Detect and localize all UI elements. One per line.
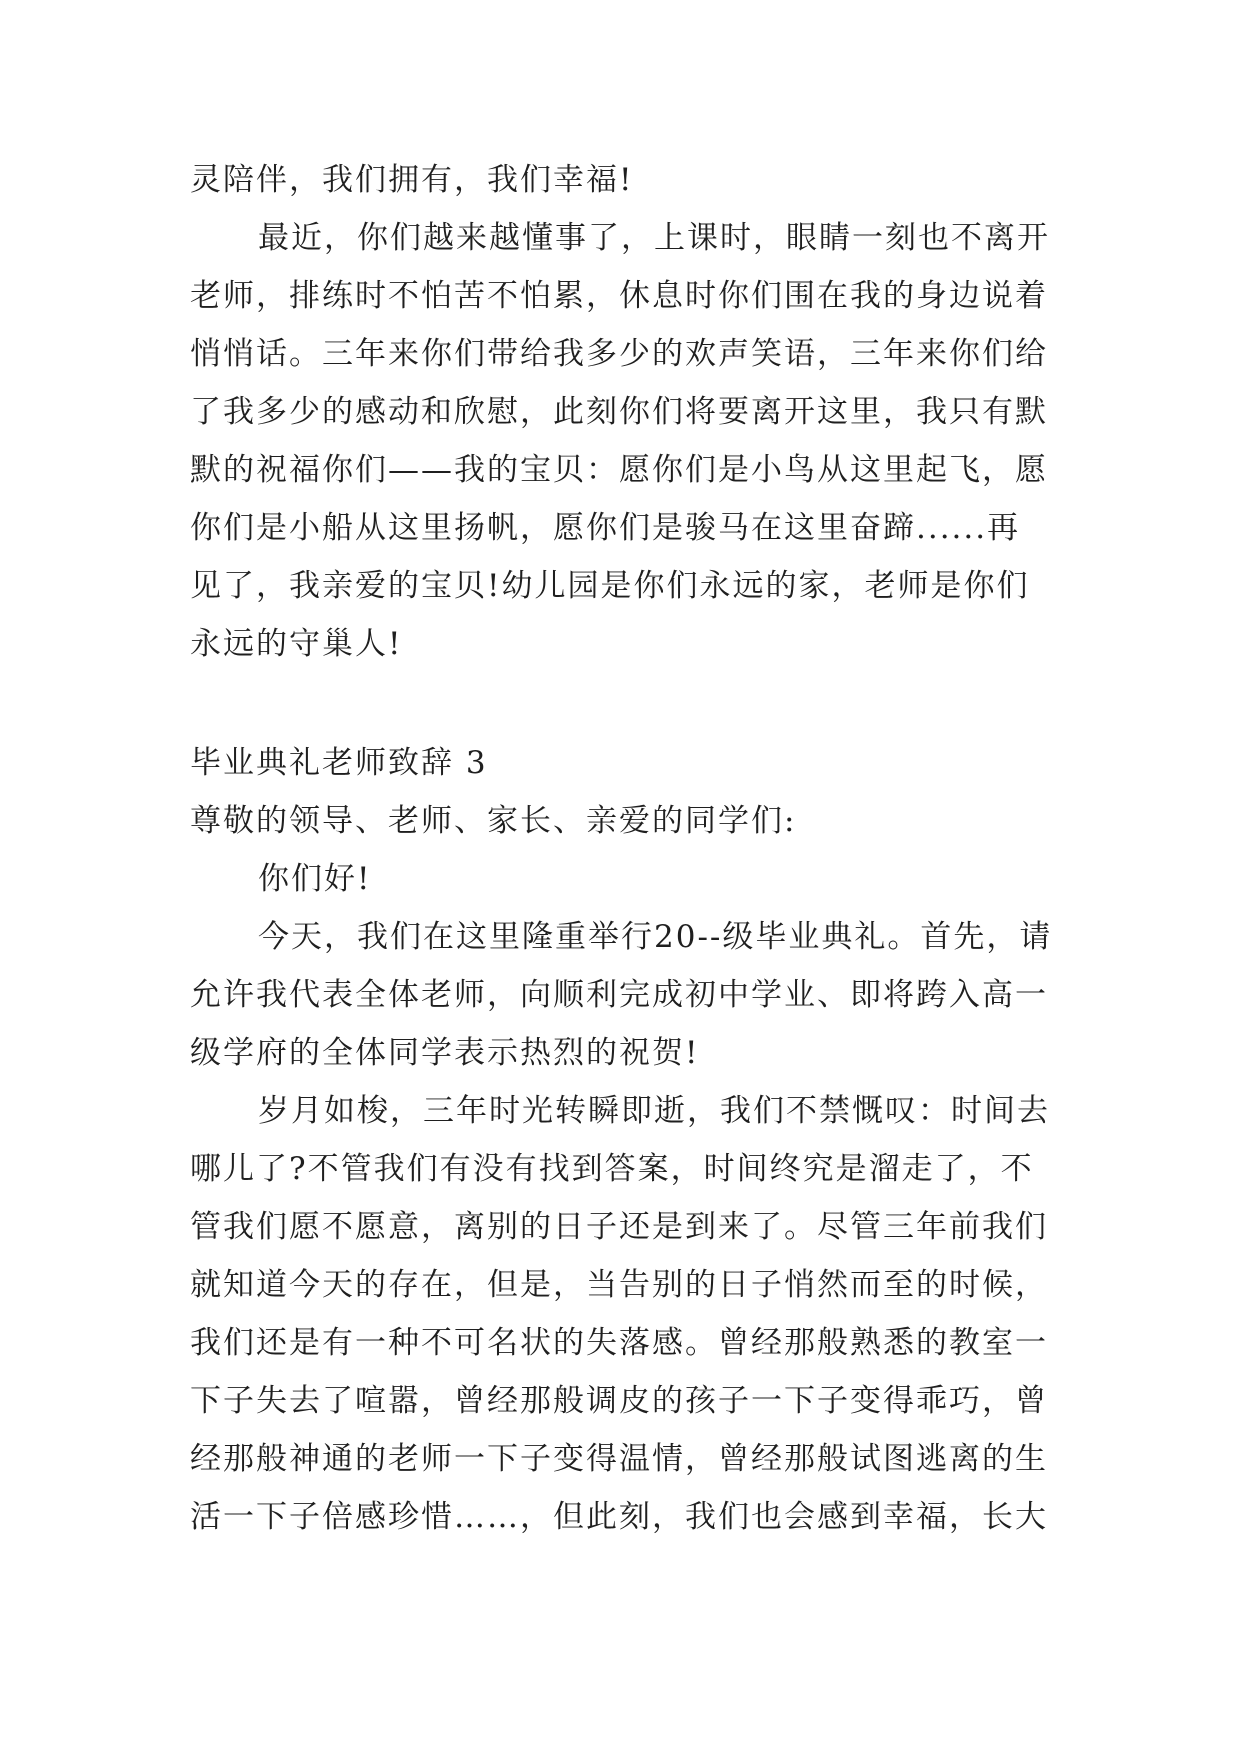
text-line: 允许我代表全体老师，向顺利完成初中学业、即将跨入高一 [190,977,1048,1013]
greeting: 你们好! [258,861,372,897]
text-line: 哪儿了?不管我们有没有找到答案，时间终究是溜走了，不 [190,1151,1034,1187]
text-line: 活一下子倍感珍惜……，但此刻，我们也会感到幸福，长大 [190,1499,1048,1535]
text-line: 下子失去了喧嚣，曾经那般调皮的孩子一下子变得乖巧，曾 [190,1383,1048,1419]
text-line: 经那般神通的老师一下子变得温情，曾经那般试图逃离的生 [190,1441,1048,1477]
text-line: 今天，我们在这里隆重举行20--级毕业典礼。首先，请 [258,919,1053,955]
salutation: 尊敬的领导、老师、家长、亲爱的同学们: [190,803,797,839]
text-line: 最近，你们越来越懂事了，上课时，眼睛一刻也不离开 [258,220,1050,256]
text-line: 老师，排练时不怕苦不怕累，休息时你们围在我的身边说着 [190,278,1048,314]
section-title: 毕业典礼老师致辞 3 [190,745,488,781]
text-line: 就知道今天的存在，但是，当告别的日子悄然而至的时候， [190,1267,1048,1303]
text-line: 级学府的全体同学表示热烈的祝贺! [190,1035,700,1071]
text-line: 灵陪伴，我们拥有，我们幸福! [190,162,634,198]
text-line: 见了，我亲爱的宝贝!幼儿园是你们永远的家，老师是你们 [190,568,1030,604]
text-line: 了我多少的感动和欣慰，此刻你们将要离开这里，我只有默 [190,394,1048,430]
text-line: 管我们愿不愿意，离别的日子还是到来了。尽管三年前我们 [190,1209,1048,1245]
text-line: 永远的守巢人! [190,626,403,662]
text-line: 你们是小船从这里扬帆，愿你们是骏马在这里奋蹄......再 [190,510,1021,546]
text-line: 岁月如梭，三年时光转瞬即逝，我们不禁慨叹：时间去 [258,1093,1050,1129]
text-line: 悄悄话。三年来你们带给我多少的欢声笑语，三年来你们给 [190,336,1048,372]
text-line: 默的祝福你们——我的宝贝：愿你们是小鸟从这里起飞，愿 [190,452,1048,488]
text-line: 我们还是有一种不可名状的失落感。曾经那般熟悉的教室一 [190,1325,1048,1361]
